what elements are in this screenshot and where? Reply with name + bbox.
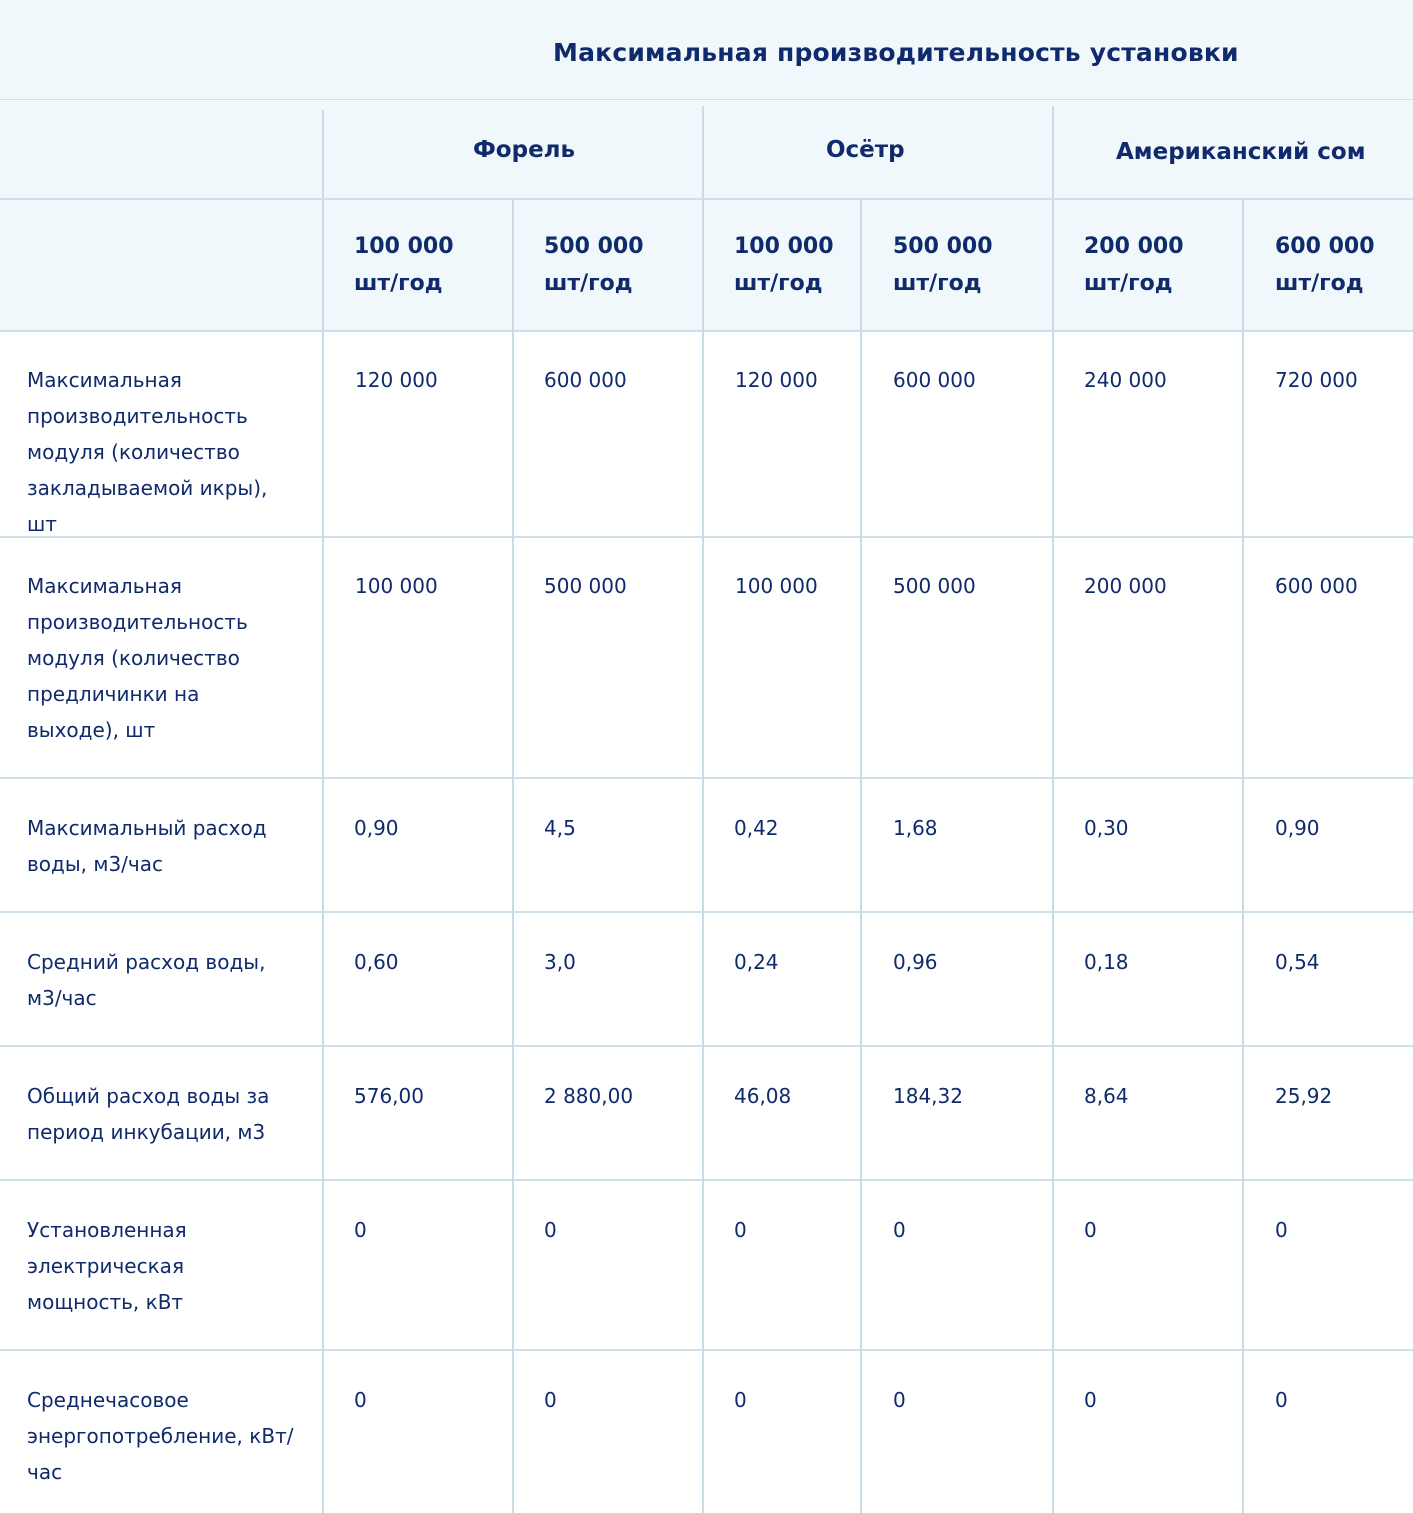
table-cell: 200 000 <box>1084 574 1167 598</box>
table-cell: 0 <box>734 1218 747 1242</box>
row-label: Максимальная производительность модуля (количество закладываемой икры), шт <box>27 368 268 536</box>
table-cell: 184,32 <box>893 1084 963 1108</box>
divider <box>0 1349 1413 1351</box>
table-cell: 0 <box>544 1388 557 1412</box>
table-cell: 0 <box>354 1388 367 1412</box>
table-cell: 240 000 <box>1084 368 1167 392</box>
table-cell: 0 <box>734 1388 747 1412</box>
table-cell: 100 000 <box>355 574 438 598</box>
row-label: Средний расход воды, м3/час <box>27 950 266 1010</box>
table-cell: 0 <box>544 1218 557 1242</box>
column-divider <box>512 200 514 1513</box>
table-cell: 2 880,00 <box>544 1084 634 1108</box>
table-cell: 46,08 <box>734 1084 792 1108</box>
subheader-band <box>0 200 1413 330</box>
table-cell: 0,90 <box>354 816 399 840</box>
table-cell: 0 <box>893 1388 906 1412</box>
column-divider <box>1242 200 1244 1513</box>
subheader: 500 000 шт/год <box>893 234 993 296</box>
divider <box>0 1045 1413 1047</box>
table-cell: 0,42 <box>734 816 779 840</box>
table-cell: 0,24 <box>734 950 779 974</box>
table-cell: 8,64 <box>1084 1084 1129 1108</box>
table-cell: 576,00 <box>354 1084 424 1108</box>
group-header-sturgeon: Осётр <box>826 137 905 163</box>
table-cell: 3,0 <box>544 950 576 974</box>
divider <box>0 1179 1413 1181</box>
divider <box>0 198 1413 200</box>
subheader: 500 000 шт/год <box>544 234 644 296</box>
table-cell: 0 <box>1084 1218 1097 1242</box>
table-cell: 1,68 <box>893 816 938 840</box>
table-cell: 600 000 <box>1275 574 1358 598</box>
table-cell: 600 000 <box>893 368 976 392</box>
table-cell: 500 000 <box>544 574 627 598</box>
table-cell: 100 000 <box>735 574 818 598</box>
group-header-trout: Форель <box>473 137 576 163</box>
subheader: 100 000 шт/год <box>734 234 834 296</box>
divider <box>0 911 1413 913</box>
table-cell: 0 <box>1275 1218 1288 1242</box>
subheader: 200 000 шт/год <box>1084 234 1184 296</box>
column-divider <box>702 106 704 1513</box>
table-cell: 4,5 <box>544 816 576 840</box>
column-divider <box>322 110 324 1513</box>
table-cell: 0 <box>893 1218 906 1242</box>
group-header-catfish: Американский сом <box>1116 139 1366 165</box>
table-cell: 720 000 <box>1275 368 1358 392</box>
table-cell: 120 000 <box>735 368 818 392</box>
divider <box>0 330 1413 332</box>
table-title: Максимальная производительность установки <box>553 38 1239 67</box>
table-cell: 600 000 <box>544 368 627 392</box>
table-cell: 0,54 <box>1275 950 1320 974</box>
table-cell: 120 000 <box>355 368 438 392</box>
table-cell: 0,90 <box>1275 816 1320 840</box>
table-cell: 0,60 <box>354 950 399 974</box>
column-divider <box>860 200 862 1513</box>
subheader: 100 000 шт/год <box>354 234 454 296</box>
table-cell: 0 <box>354 1218 367 1242</box>
table-cell: 0,96 <box>893 950 938 974</box>
row-label: Максимальная производительность модуля (количество предличинки на выходе), шт <box>27 574 248 742</box>
table-cell: 25,92 <box>1275 1084 1333 1108</box>
table-cell: 500 000 <box>893 574 976 598</box>
divider <box>0 777 1413 779</box>
column-divider <box>1052 106 1054 1513</box>
row-label: Общий расход воды за период инкубации, м3 <box>27 1084 270 1144</box>
table-cell: 0 <box>1084 1388 1097 1412</box>
table-cell: 0,18 <box>1084 950 1129 974</box>
table-cell: 0,30 <box>1084 816 1129 840</box>
table-title-band <box>0 0 1413 100</box>
row-label: Максимальный расход воды, м3/час <box>27 816 267 876</box>
subheader: 600 000 шт/год <box>1275 234 1375 296</box>
row-label: Установленная электрическая мощность, кВт <box>27 1218 187 1314</box>
table-cell: 0 <box>1275 1388 1288 1412</box>
row-label: Среднечасовое энергопотребление, кВт/час <box>27 1388 294 1484</box>
